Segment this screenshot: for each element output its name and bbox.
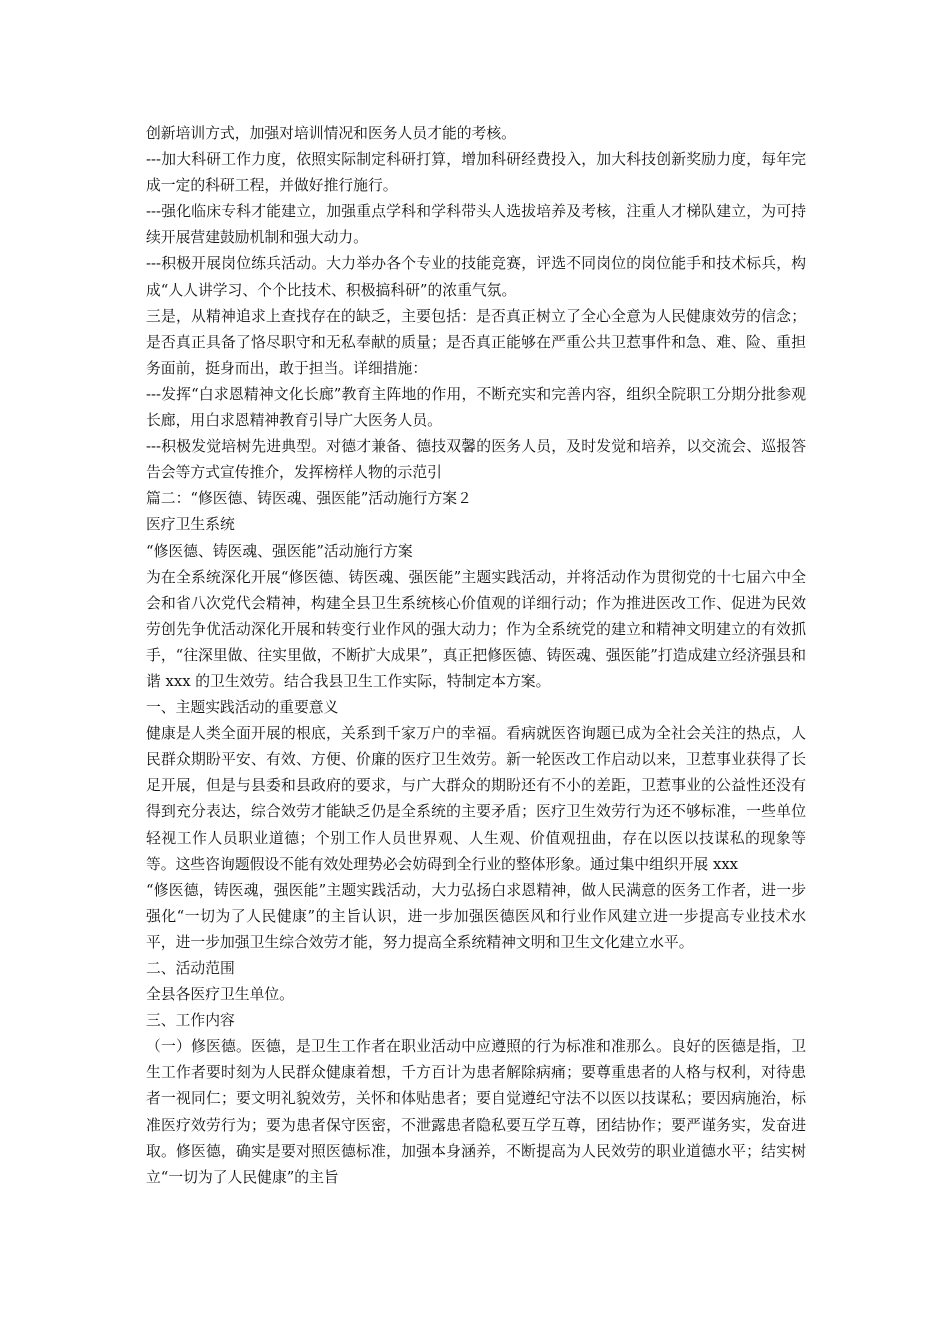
paragraph-plan-intro: 为在全系统深化开展“修医德、铸医魂、强医能”主题实践活动，并将活动作为贯彻党的十七届六中全会和省八次党代会精神，构建全县卫生系统核心价值观的详细行动；作为推进医改工作、促进为民效劳创先争优活动深化开展和转变行业作风的强大动力；作为全系统党的建立和精神文明建立的有效抓手，“往深里做、往实里做，不断扩大成果”，真正把修医德、铸医魂、强医能”打造成建立经济强县和谐 xxx 的卫生效劳。结合我县卫生工作实际，特制定本方案。 xyxy=(146,568,806,690)
paragraph-clinical-specialty: ---强化临床专科才能建立，加强重点学科和学科带头人选拔培养及考核，注重人才梯队建立，为可持续开展营建鼓励机制和强大动力。 xyxy=(146,203,806,247)
paragraph-spirit-pursuit: 三是，从精神追求上查找存在的缺乏，主要包括：是否真正树立了全心全意为人民健康效劳的信念；是否真正具备了恪尽职守和无私奉献的质量；是否真正能够在严重公共卫惹事件和急、难、险、重担务面前，挺身而出，敢于担当。详细措施： xyxy=(146,307,806,377)
heading-work-content: 三、工作内容 xyxy=(146,1012,235,1030)
heading-scope: 二、活动范围 xyxy=(146,960,235,977)
paragraph-campaign-goals: “修医德，铸医魂，强医能”主题实践活动，大力弘扬白求恩精神，做人民满意的医务工作者，进一步强化“一切为了人民健康”的主旨认识，进一步加强医德医风和行业作风建立进一步提高专业技术水平，进一步加强卫生综合效劳才能，努力提高全系统精神文明和卫生文化建立水平。 xyxy=(146,881,806,951)
document-body xyxy=(146,121,806,1191)
heading-significance: 一、主题实践活动的重要意义 xyxy=(146,699,339,717)
paragraph-health-foundation: 健康是人类全面开展的根底，关系到千家万户的幸福。看病就医咨询题已成为全社会关注的热点，人民群众期盼平安、有效、方便、价廉的医疗卫生效劳。新一轮医改工作启动以来，卫惹事业获得了长足开展，但是与县委和县政府的要求，与广大群众的期盼还有不小的差距，卫惹事业的公益性还没有得到充分表达，综合效劳才能缺乏仍是全系统的主要矛盾；医疗卫生效劳行为还不够标准，一些单位轻视工作人员职业道德；个别工作人员世界观、人生观、价值观扭曲，存在以医以技谋私的现象等等。这些咨询题假设不能有效处理势必会妨碍到全行业的整体形象。通过集中组织开展 xxx xyxy=(146,725,806,873)
paragraph-skill-contest: ---积极开展岗位练兵活动。大力举办各个专业的技能竞赛，评选不同岗位的岗位能手和技术标兵，构成“人人讲学习、个个比技术、积极搞科研”的浓重气氛。 xyxy=(146,255,806,299)
paragraph-research-effort: ---加大科研工作力度，依照实际制定科研打算，增加科研经费投入，加大科技创新奖励力度，每年完成一定的科研工程，并做好推行施行。 xyxy=(146,151,806,195)
paragraph-role-models: ---积极发觉培树先进典型。对德才兼备、德技双馨的医务人员，及时发觉和培养，以交流会、巡报答告会等方式宣传推介，发挥榜样人物的示范引 xyxy=(146,438,806,482)
section-heading-part-two: 篇二：“修医德、铸医魂、强医能”活动施行方案２ xyxy=(146,490,472,508)
paragraph-culture-corridor: ---发挥“白求恩精神文化长廊”教育主阵地的作用，不断充实和完善内容，组织全院职工分期分批参观长廊，用白求恩精神教育引导广大医务人员。 xyxy=(146,385,806,430)
paragraph-scope-units: 全县各医疗卫生单位。 xyxy=(146,986,294,1004)
subheading-system: 医疗卫生系统 xyxy=(146,516,235,534)
paragraph-medical-ethics: （一）修医德。医德，是卫生工作者在职业活动中应遵照的行为标准和准那么。良好的医德是指，卫生工作者要时刻为人民群众健康着想，千方百计为患者解除病痛；要尊重患者的人格与权利，对待患者一视同仁；要文明礼貌效劳，关怀和体贴患者；要自觉遵纪守法不以医以技谋私；要因病施治，标准医疗效劳行为；要为患者保守医密，不泄露患者隐私要互学互尊，团结协作；要严谨务实，发奋进取。修医德，确实是要对照医德标准，加强本身涵养，不断提高为人民效劳的职业道德水平；结实树立“一切为了人民健康”的主旨 xyxy=(146,1038,806,1186)
paragraph-training-assessment: 创新培训方式，加强对培训情况和医务人员才能的考核。 xyxy=(146,125,516,142)
subheading-plan-title: “修医德、铸医魂、强医能”活动施行方案 xyxy=(146,542,413,560)
